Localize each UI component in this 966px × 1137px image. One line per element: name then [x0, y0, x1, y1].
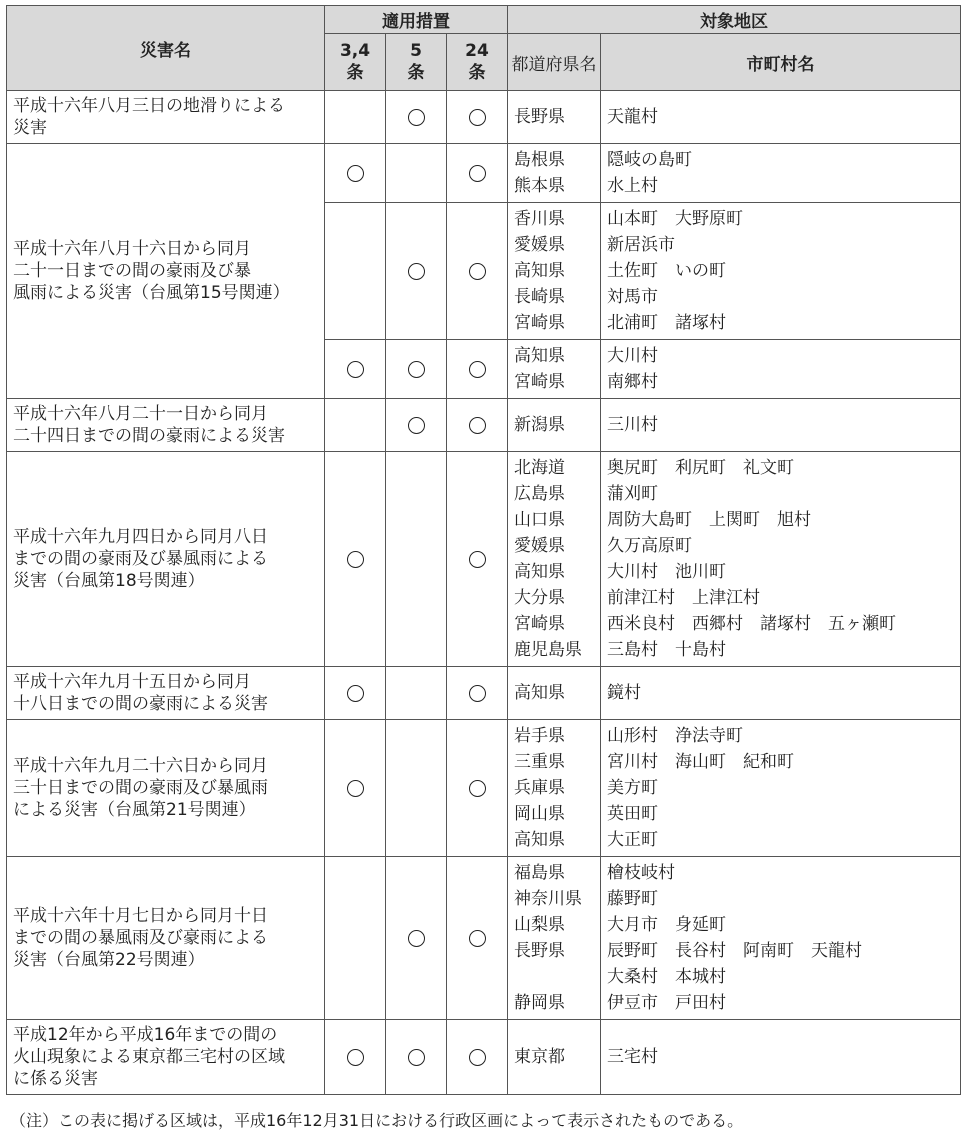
header-measures: 適用措置 — [325, 6, 508, 34]
prefecture-cell — [508, 203, 601, 340]
prefecture-cell — [508, 857, 601, 1020]
municipality-cell-item: 西米良村 西郷村 諸塚村 五ヶ瀬町 — [607, 614, 896, 634]
disaster-name-cell: 平成十六年九月十五日から同月 十八日までの間の豪雨による災害 — [7, 667, 325, 720]
prefecture-cell-item: 三重県 — [514, 752, 565, 772]
prefecture-cell — [508, 667, 601, 720]
circle-mark-icon — [469, 930, 486, 947]
municipality-cell-item: 檜枝岐村 — [607, 863, 675, 883]
prefecture-cell-item: 宮崎県 — [514, 372, 565, 392]
measure-5-cell — [386, 91, 447, 144]
municipality-cell-item: 対馬市 — [607, 287, 658, 307]
table-row — [7, 1020, 961, 1095]
prefecture-cell-item: 広島県 — [514, 484, 565, 504]
municipality-cell-item: 山本町 大野原町 — [607, 209, 743, 229]
measure-34-cell — [325, 144, 386, 203]
municipality-cell — [601, 399, 961, 452]
disaster-name-cell: 平成十六年九月二十六日から同月 三十日までの間の豪雨及び暴風雨 による災害（台風第21号関連） — [7, 720, 325, 857]
municipality-cell-item: 伊豆市 戸田村 — [607, 993, 726, 1013]
measure-24-cell — [447, 857, 508, 1020]
measure-5-cell — [386, 452, 447, 667]
table-row — [7, 399, 961, 452]
municipality-cell-item: 北浦町 諸塚村 — [607, 313, 726, 333]
measure-34-cell — [325, 1020, 386, 1095]
measure-34-cell — [325, 399, 386, 452]
municipality-cell — [601, 857, 961, 1020]
prefecture-cell-item: 高知県 — [514, 830, 565, 850]
municipality-cell — [601, 667, 961, 720]
prefecture-cell-item: 香川県 — [514, 209, 565, 229]
circle-mark-icon — [469, 361, 486, 378]
measure-24-cell — [447, 203, 508, 340]
prefecture-cell-item: 高知県 — [514, 261, 565, 281]
header-col-24: 24 条 — [447, 34, 508, 91]
circle-mark-icon — [347, 685, 364, 702]
measure-24-cell — [447, 144, 508, 203]
prefecture-cell-item: 山口県 — [514, 510, 565, 530]
measure-34-cell — [325, 203, 386, 340]
measure-5-cell — [386, 203, 447, 340]
prefecture-cell-item: 熊本県 — [514, 176, 565, 196]
circle-mark-icon — [469, 685, 486, 702]
measure-34-cell — [325, 91, 386, 144]
prefecture-cell-item: 北海道 — [514, 458, 565, 478]
header-col-5: 5 条 — [386, 34, 447, 91]
table-body — [7, 91, 961, 1095]
prefecture-cell-item: 高知県 — [514, 346, 565, 366]
prefecture-cell-item: 宮崎県 — [514, 614, 565, 634]
prefecture-cell-item: 福島県 — [514, 863, 565, 883]
municipality-cell — [601, 91, 961, 144]
measure-24-cell — [447, 667, 508, 720]
circle-mark-icon — [469, 263, 486, 280]
circle-mark-icon — [469, 1049, 486, 1066]
table-row — [7, 667, 961, 720]
municipality-cell-item: 三川村 — [607, 415, 658, 435]
measure-34-cell — [325, 667, 386, 720]
municipality-cell-item: 周防大島町 上関町 旭村 — [607, 510, 811, 530]
header-target-area: 対象地区 — [508, 6, 961, 34]
prefecture-cell-item: 鹿児島県 — [514, 640, 582, 660]
prefecture-cell — [508, 452, 601, 667]
disaster-name-cell: 平成12年から平成16年までの間の 火山現象による東京都三宅村の区域 に係る災害 — [7, 1020, 325, 1095]
municipality-cell-item: 大正町 — [607, 830, 658, 850]
circle-mark-icon — [347, 361, 364, 378]
municipality-cell-item: 前津江村 上津江村 — [607, 588, 760, 608]
municipality-cell-item: 鏡村 — [607, 683, 641, 703]
municipality-cell-item: 土佐町 いの町 — [607, 261, 726, 281]
measure-34-cell — [325, 452, 386, 667]
prefecture-cell-item: 長野県 — [514, 941, 565, 961]
circle-mark-icon — [469, 109, 486, 126]
prefecture-cell — [508, 1020, 601, 1095]
municipality-cell-item: 藤野町 — [607, 889, 658, 909]
municipality-cell-item: 三島村 十島村 — [607, 640, 726, 660]
prefecture-cell — [508, 144, 601, 203]
measure-34-cell — [325, 857, 386, 1020]
table-row — [7, 452, 961, 667]
circle-mark-icon — [408, 263, 425, 280]
circle-mark-icon — [347, 551, 364, 568]
circle-mark-icon — [469, 417, 486, 434]
municipality-cell-item: 大月市 身延町 — [607, 915, 726, 935]
disaster-name-cell: 平成十六年八月二十一日から同月 二十四日までの間の豪雨による災害 — [7, 399, 325, 452]
circle-mark-icon — [469, 551, 486, 568]
municipality-cell-item: 宮川村 海山町 紀和町 — [607, 752, 794, 772]
municipality-cell-item: 新居浜市 — [607, 235, 675, 255]
circle-mark-icon — [408, 109, 425, 126]
prefecture-cell-item: 岡山県 — [514, 804, 565, 824]
measure-24-cell — [447, 399, 508, 452]
measure-5-cell — [386, 667, 447, 720]
header-disaster-name: 災害名 — [7, 6, 325, 91]
municipality-cell — [601, 452, 961, 667]
measure-24-cell — [447, 720, 508, 857]
prefecture-cell-item: 東京都 — [514, 1047, 565, 1067]
municipality-cell-item: 水上村 — [607, 176, 658, 196]
municipality-cell-item: 辰野町 長谷村 阿南町 天龍村 — [607, 941, 862, 961]
circle-mark-icon — [408, 361, 425, 378]
measure-5-cell — [386, 1020, 447, 1095]
disaster-name-cell: 平成十六年九月四日から同月八日 までの間の豪雨及び暴風雨による 災害（台風第18号関連） — [7, 452, 325, 667]
municipality-cell-item: 大川村 — [607, 346, 658, 366]
prefecture-cell-item: 島根県 — [514, 150, 565, 170]
table-row — [7, 144, 961, 203]
measure-24-cell — [447, 91, 508, 144]
measure-5-cell — [386, 399, 447, 452]
municipality-cell — [601, 720, 961, 857]
prefecture-cell-item: 山梨県 — [514, 915, 565, 935]
prefecture-cell-item: 静岡県 — [514, 993, 565, 1013]
disaster-name-cell: 平成十六年十月七日から同月十日 までの間の暴風雨及び豪雨による 災害（台風第22号関連） — [7, 857, 325, 1020]
prefecture-cell-item: 岩手県 — [514, 726, 565, 746]
prefecture-cell-item: 大分県 — [514, 588, 565, 608]
prefecture-cell-item: 愛媛県 — [514, 235, 565, 255]
municipality-cell — [601, 1020, 961, 1095]
prefecture-cell-item: 宮崎県 — [514, 313, 565, 333]
municipality-cell-item: 美方町 — [607, 778, 658, 798]
prefecture-cell-item — [514, 964, 594, 990]
municipality-cell-item: 奥尻町 利尻町 礼文町 — [607, 458, 794, 478]
disaster-table — [6, 5, 961, 1095]
municipality-cell-item: 三宅村 — [607, 1047, 658, 1067]
measure-34-cell — [325, 340, 386, 399]
municipality-cell — [601, 203, 961, 340]
municipality-cell-item: 久万高原町 — [607, 536, 692, 556]
prefecture-cell-item: 神奈川県 — [514, 889, 582, 909]
municipality-cell-item: 英田町 — [607, 804, 658, 824]
municipality-cell-item: 大桑村 本城村 — [607, 967, 726, 987]
header-prefecture: 都道府県名 — [508, 34, 601, 91]
prefecture-cell-item: 新潟県 — [514, 415, 565, 435]
measure-24-cell — [447, 1020, 508, 1095]
measure-24-cell — [447, 340, 508, 399]
circle-mark-icon — [347, 165, 364, 182]
prefecture-cell-item: 高知県 — [514, 683, 565, 703]
municipality-cell-item: 山形村 浄法寺町 — [607, 726, 743, 746]
measure-5-cell — [386, 340, 447, 399]
prefecture-cell-item: 長野県 — [514, 107, 565, 127]
footnote: （注）この表に掲げる区域は，平成16年12月31日における行政区画によって表示されたものである。 — [10, 1111, 744, 1130]
table-row — [7, 720, 961, 857]
circle-mark-icon — [408, 417, 425, 434]
municipality-cell-item: 天龍村 — [607, 107, 658, 127]
header-col-34: 3,4 条 — [325, 34, 386, 91]
header-municipality: 市町村名 — [601, 34, 961, 91]
circle-mark-icon — [347, 1049, 364, 1066]
municipality-cell — [601, 144, 961, 203]
circle-mark-icon — [469, 780, 486, 797]
prefecture-cell-item: 長崎県 — [514, 287, 565, 307]
prefecture-cell-item: 愛媛県 — [514, 536, 565, 556]
prefecture-cell — [508, 91, 601, 144]
table-row — [7, 857, 961, 1020]
prefecture-cell — [508, 399, 601, 452]
measure-24-cell — [447, 452, 508, 667]
municipality-cell-item: 大川村 池川町 — [607, 562, 726, 582]
municipality-cell-item: 南郷村 — [607, 372, 658, 392]
disaster-name-cell: 平成十六年八月三日の地滑りによる 災害 — [7, 91, 325, 144]
circle-mark-icon — [408, 1049, 425, 1066]
prefecture-cell-item: 兵庫県 — [514, 778, 565, 798]
measure-5-cell — [386, 720, 447, 857]
disaster-name-cell: 平成十六年八月十六日から同月 二十一日までの間の豪雨及び暴 風雨による災害（台風第15号関連） — [7, 144, 325, 399]
measure-5-cell — [386, 857, 447, 1020]
circle-mark-icon — [347, 780, 364, 797]
circle-mark-icon — [469, 165, 486, 182]
prefecture-cell-item: 高知県 — [514, 562, 565, 582]
circle-mark-icon — [408, 930, 425, 947]
prefecture-cell — [508, 340, 601, 399]
municipality-cell — [601, 340, 961, 399]
municipality-cell-item: 蒲刈町 — [607, 484, 658, 504]
measure-34-cell — [325, 720, 386, 857]
municipality-cell-item: 隠岐の島町 — [607, 150, 692, 170]
measure-5-cell — [386, 144, 447, 203]
table-row — [7, 91, 961, 144]
prefecture-cell — [508, 720, 601, 857]
